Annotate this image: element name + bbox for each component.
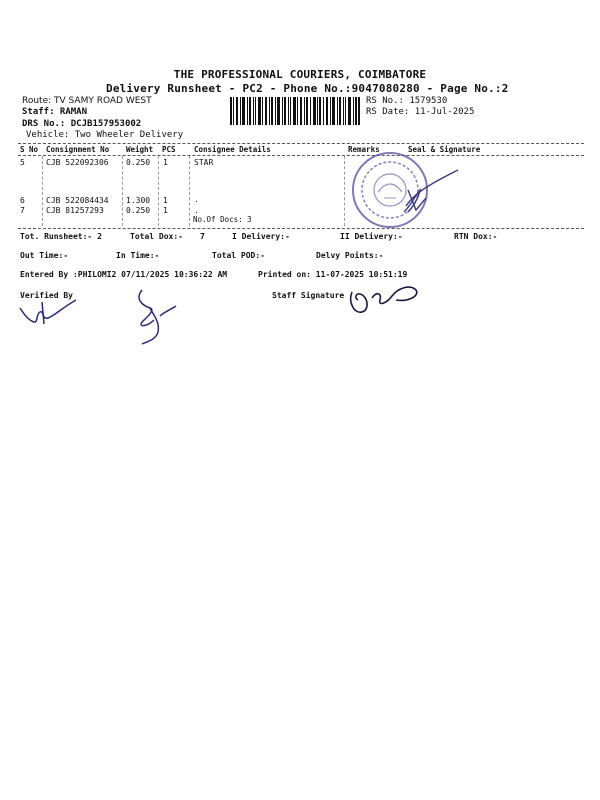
in-time: In Time:- [116, 251, 160, 260]
row-weight: 0.250 [126, 206, 151, 215]
total-dox-label: Total Dox:- [130, 232, 183, 241]
doc-count: No.Of Docs: 3 [193, 215, 252, 224]
col-header-consignment: Consignment No [46, 145, 110, 154]
out-time: Out Time:- [20, 251, 69, 260]
table-header-rule [18, 155, 584, 156]
row-pcs: 1 [163, 196, 168, 205]
row-consignee: . [194, 195, 199, 204]
i-delivery: I Delivery:- [232, 232, 290, 241]
second-signature-icon [130, 286, 190, 348]
rs-number: RS No.: 1579530 [366, 96, 448, 106]
delvy-points: Delvy Points:- [316, 251, 384, 260]
staff-label: Staff: RAMAN [22, 107, 88, 117]
col-header-sno: S No [20, 145, 39, 154]
row-pcs: 1 [163, 206, 168, 215]
row-sno: 7 [20, 206, 25, 215]
row-weight: 1.300 [126, 196, 151, 205]
row-consignee: STAR [194, 158, 214, 167]
staff-signature-label: Staff Signature [272, 291, 345, 300]
row-weight: 0.250 [126, 158, 151, 167]
company-title: THE PROFESSIONAL COURIERS, COIMBATORE [173, 68, 427, 81]
col-divider [189, 156, 190, 226]
col-divider [42, 156, 43, 226]
ii-delivery: II Delivery:- [340, 232, 403, 241]
col-header-remarks: Remarks [348, 145, 380, 154]
table-top-rule [18, 143, 584, 144]
printed-on: Printed on: 11-07-2025 10:51:19 [258, 270, 408, 279]
col-header-pcs: PCS [162, 145, 176, 154]
col-divider [344, 156, 345, 226]
vehicle-label: Vehicle: Two Wheeler Delivery [26, 130, 184, 140]
runsheet-subtitle: Delivery Runsheet - PC2 - Phone No.:9047080280 - Page No.:2 [106, 82, 509, 95]
seal-stamp-icon [346, 150, 466, 234]
total-pod: Total POD:- [212, 251, 265, 260]
barcode-graphic [230, 97, 360, 125]
col-divider [158, 156, 159, 226]
tot-runsheet: Tot. Runsheet:- 2 [20, 232, 102, 241]
col-header-weight: Weight [126, 145, 154, 154]
row-pcs: 1 [163, 158, 168, 167]
verifier-signature-icon [14, 290, 94, 330]
row-consignment-no: CJB 522084434 [46, 196, 109, 205]
col-header-consignee: Consignee Details [194, 145, 271, 154]
rs-date: RS Date: 11-Jul-2025 [366, 107, 475, 117]
staff-signature-icon [346, 278, 426, 320]
summary-top-rule [18, 228, 584, 229]
col-header-seal-signature: Seal & Signature [408, 145, 481, 154]
total-dox-value: 7 [200, 232, 205, 241]
col-divider [122, 156, 123, 226]
drs-label: DRS No.: DCJB157953002 [22, 119, 142, 129]
route-label: Route: TV SAMY ROAD WEST [22, 96, 152, 106]
row-consignment-no: CJB 81257293 [46, 206, 104, 215]
row-consignee: . [194, 206, 199, 215]
verified-by-label: Verified By [20, 291, 73, 300]
row-sno: 6 [20, 196, 25, 205]
rtn-dox: RTN Dox:- [454, 232, 498, 241]
row-sno: 5 [20, 158, 25, 167]
entered-by: Entered By :PHILOMI2 07/11/2025 10:36:22 AM [20, 270, 228, 279]
row-consignment-no: CJB 522092306 [46, 158, 109, 167]
